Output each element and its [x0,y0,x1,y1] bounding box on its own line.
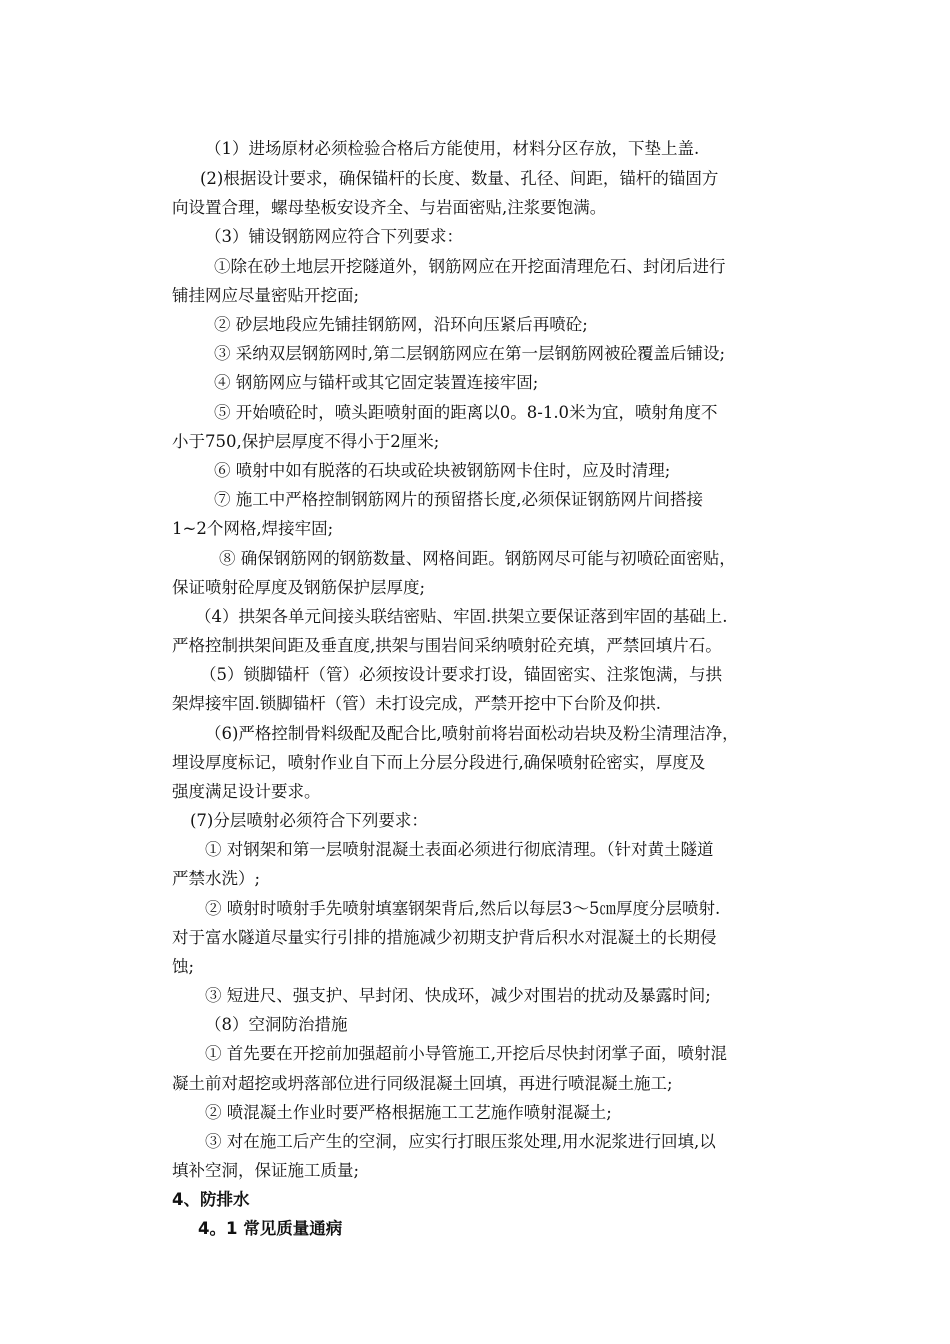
text-line: （4）拱架各单元间接头联结密贴、牢固.拱架立要保证落到牢固的基础上. [195,607,728,626]
text-line: 1~2个网格,焊接牢固; [172,519,334,538]
text-line: (2)根据设计要求，确保锚杆的长度、数量、孔径、间距，锚杆的锚固方 [200,169,719,188]
text-line: ③ 采纳双层钢筋网时,第二层钢筋网应在第一层钢筋网被砼覆盖后铺设; [214,344,726,363]
text-line: ② 喷射时喷射手先喷射填塞钢架背后,然后以每层3～5㎝厚度分层喷射. [205,899,721,918]
text-line: ① 对钢架和第一层喷射混凝土表面必须进行彻底清理。（针对黄土隧道 [205,840,714,859]
text-line: ③ 对在施工后产生的空洞，应实行打眼压浆处理,用水泥浆进行回填,以 [205,1132,716,1151]
text-line: （3）铺设钢筋网应符合下列要求： [205,227,463,246]
text-line: 保证喷射砼厚度及钢筋保护层厚度; [172,578,426,597]
text-line: 蚀; [172,957,195,976]
text-line: 铺挂网应尽量密贴开挖面; [172,286,360,305]
text-line: ④ 钢筋网应与锚杆或其它固定装置连接牢固; [214,373,539,392]
text-line: ⑤ 开始喷砼时，喷头距喷射面的距离以0。8-1.0米为宜，喷射角度不 [214,403,718,422]
text-line: ② 喷混凝土作业时要严格根据施工工艺施作喷射混凝土; [205,1103,612,1122]
section-heading: 4、防排水 [172,1190,250,1209]
text-line: ①除在砂土地层开挖隧道外，钢筋网应在开挖面清理危石、封闭后进行 [214,257,726,276]
text-line: ⑦ 施工中严格控制钢筋网片的预留搭长度,必须保证钢筋网片间搭接 [214,490,703,509]
text-line: （5）锁脚锚杆（管）必须按设计要求打设，锚固密实、注浆饱满，与拱 [200,665,722,684]
text-line: 架焊接牢固.锁脚锚杆（管）未打设完成，严禁开挖中下台阶及仰拱. [172,694,661,713]
text-line: 向设置合理，螺母垫板安设齐全、与岩面密贴,注浆要饱满。 [172,198,607,217]
text-line: 埋设厚度标记，喷射作业自下而上分层分段进行,确保喷射砼密实，厚度及 [172,753,706,772]
text-line: （8）空洞防治措施 [205,1015,348,1034]
text-line: ① 首先要在开挖前加强超前小导管施工,开挖后尽快封闭掌子面，喷射混 [205,1044,727,1063]
text-line: ⑧ 确保钢筋网的钢筋数量、网格间距。钢筋网尽可能与初喷砼面密贴， [219,549,736,568]
text-line: 对于富水隧道尽量实行引排的措施减少初期支护背后积水对混凝土的长期侵 [172,928,717,947]
subsection-heading: 4。1 常见质量通病 [198,1219,343,1238]
text-line: （6)严格控制骨料级配及配合比,喷射前将岩面松动岩块及粉尘清理洁净， [205,724,739,743]
text-line: 小于750,保护层厚度不得小于2厘米; [172,432,440,451]
text-line: (7)分层喷射必须符合下列要求： [190,811,428,830]
text-line: 填补空洞，保证施工质量; [172,1161,360,1180]
text-line: 严格控制拱架间距及垂直度,拱架与围岩间采纳喷射砼充填，严禁回填片石。 [172,636,722,655]
text-line: ② 砂层地段应先铺挂钢筋网，沿环向压紧后再喷砼; [214,315,588,334]
text-line: ⑥ 喷射中如有脱落的石块或砼块被钢筋网卡住时，应及时清理; [214,461,671,480]
text-line: 强度满足设计要求。 [172,782,321,801]
text-line: 严禁水洗）; [172,869,261,888]
text-line: ③ 短进尺、强支护、早封闭、快成环，减少对围岩的扰动及暴露时间; [205,986,711,1005]
text-line: （1）进场原材必须检验合格后方能使用，材料分区存放，下垫上盖. [205,139,700,158]
text-line: 凝土前对超挖或坍落部位进行同级混凝土回填，再进行喷混凝土施工; [172,1074,673,1093]
